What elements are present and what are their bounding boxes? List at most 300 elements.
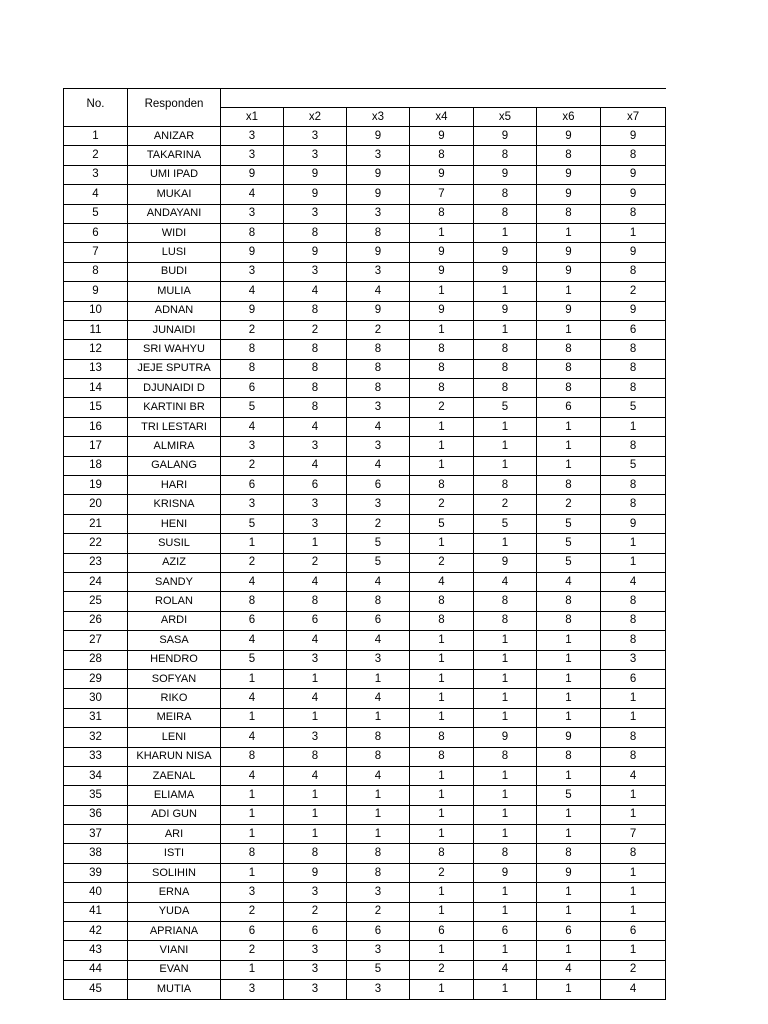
cell-no: 4 <box>64 185 128 204</box>
cell-x5: 1 <box>474 282 537 301</box>
cell-x7: 8 <box>601 340 666 359</box>
cell-x3: 3 <box>347 146 410 165</box>
table-row <box>64 747 666 766</box>
cell-x5: 9 <box>474 301 537 320</box>
cell-x5: 9 <box>474 243 537 262</box>
cell-x2: 3 <box>284 980 347 999</box>
cell-x5: 6 <box>474 922 537 941</box>
cell-x4: 1 <box>410 708 474 727</box>
table-row <box>64 495 666 514</box>
cell-x4: 2 <box>410 398 474 417</box>
cell-x7: 8 <box>601 146 666 165</box>
cell-no: 2 <box>64 146 128 165</box>
cell-x2: 3 <box>284 146 347 165</box>
table-body <box>64 127 666 1000</box>
cell-x1: 3 <box>221 437 284 456</box>
cell-x3: 8 <box>347 359 410 378</box>
cell-x1: 1 <box>221 786 284 805</box>
table-row <box>64 863 666 882</box>
cell-x1: 1 <box>221 825 284 844</box>
cell-x7: 1 <box>601 941 666 960</box>
cell-x3: 9 <box>347 243 410 262</box>
cell-no: 40 <box>64 883 128 902</box>
cell-x4: 6 <box>410 922 474 941</box>
cell-x2: 8 <box>284 340 347 359</box>
cell-x7: 2 <box>601 282 666 301</box>
cell-x5: 1 <box>474 708 537 727</box>
cell-x6: 5 <box>537 553 601 572</box>
cell-respondent: LUSI <box>128 243 221 262</box>
cell-respondent: ZAENAL <box>128 766 221 785</box>
cell-x6: 9 <box>537 127 601 146</box>
cell-x5: 1 <box>474 902 537 921</box>
cell-x5: 1 <box>474 650 537 669</box>
cell-x1: 4 <box>221 572 284 591</box>
cell-x2: 4 <box>284 572 347 591</box>
cell-no: 42 <box>64 922 128 941</box>
cell-x5: 1 <box>474 417 537 436</box>
cell-x3: 4 <box>347 766 410 785</box>
cell-x6: 1 <box>537 282 601 301</box>
cell-x1: 3 <box>221 495 284 514</box>
cell-x1: 9 <box>221 301 284 320</box>
cell-x1: 3 <box>221 883 284 902</box>
cell-x6: 9 <box>537 301 601 320</box>
cell-x5: 8 <box>474 340 537 359</box>
table-row <box>64 825 666 844</box>
header-no: No. <box>64 89 128 127</box>
cell-respondent: GALANG <box>128 456 221 475</box>
cell-x6: 1 <box>537 766 601 785</box>
cell-respondent: APRIANA <box>128 922 221 941</box>
cell-x6: 1 <box>537 456 601 475</box>
cell-x6: 8 <box>537 592 601 611</box>
cell-x4: 1 <box>410 534 474 553</box>
cell-x1: 9 <box>221 243 284 262</box>
cell-x2: 1 <box>284 805 347 824</box>
cell-respondent: JEJE SPUTRA <box>128 359 221 378</box>
header-x4: x4 <box>410 108 474 127</box>
cell-x6: 1 <box>537 631 601 650</box>
cell-x2: 6 <box>284 611 347 630</box>
cell-x5: 8 <box>474 611 537 630</box>
cell-no: 6 <box>64 223 128 242</box>
cell-respondent: ELIAMA <box>128 786 221 805</box>
cell-x7: 8 <box>601 379 666 398</box>
cell-x6: 8 <box>537 340 601 359</box>
cell-respondent: LENI <box>128 728 221 747</box>
cell-x4: 2 <box>410 553 474 572</box>
cell-x6: 1 <box>537 320 601 339</box>
cell-x5: 9 <box>474 863 537 882</box>
cell-x1: 1 <box>221 805 284 824</box>
cell-x7: 9 <box>601 243 666 262</box>
cell-x7: 3 <box>601 650 666 669</box>
table-row <box>64 262 666 281</box>
table-row <box>64 611 666 630</box>
cell-no: 43 <box>64 941 128 960</box>
cell-x2: 4 <box>284 766 347 785</box>
cell-x4: 1 <box>410 650 474 669</box>
cell-x6: 1 <box>537 223 601 242</box>
cell-x7: 1 <box>601 902 666 921</box>
cell-x3: 6 <box>347 611 410 630</box>
table-row <box>64 960 666 979</box>
table-row <box>64 844 666 863</box>
cell-x7: 8 <box>601 844 666 863</box>
cell-x7: 9 <box>601 165 666 184</box>
cell-no: 13 <box>64 359 128 378</box>
cell-respondent: HENI <box>128 514 221 533</box>
cell-respondent: ANIZAR <box>128 127 221 146</box>
cell-respondent: HARI <box>128 476 221 495</box>
cell-x1: 8 <box>221 359 284 378</box>
cell-x1: 6 <box>221 611 284 630</box>
cell-x2: 3 <box>284 127 347 146</box>
cell-x5: 5 <box>474 398 537 417</box>
cell-x4: 1 <box>410 941 474 960</box>
cell-x7: 4 <box>601 980 666 999</box>
cell-x3: 6 <box>347 922 410 941</box>
cell-x6: 2 <box>537 495 601 514</box>
cell-x3: 8 <box>347 223 410 242</box>
table-row <box>64 592 666 611</box>
cell-x6: 9 <box>537 728 601 747</box>
cell-no: 44 <box>64 960 128 979</box>
cell-x4: 8 <box>410 747 474 766</box>
cell-x2: 9 <box>284 185 347 204</box>
cell-respondent: MUTIA <box>128 980 221 999</box>
cell-x5: 9 <box>474 127 537 146</box>
cell-x6: 9 <box>537 262 601 281</box>
cell-no: 15 <box>64 398 128 417</box>
cell-x4: 8 <box>410 728 474 747</box>
cell-x2: 3 <box>284 728 347 747</box>
cell-x2: 4 <box>284 282 347 301</box>
cell-respondent: ROLAN <box>128 592 221 611</box>
cell-x2: 3 <box>284 204 347 223</box>
table-row <box>64 631 666 650</box>
cell-respondent: AZIZ <box>128 553 221 572</box>
cell-x7: 1 <box>601 883 666 902</box>
cell-no: 18 <box>64 456 128 475</box>
cell-x1: 8 <box>221 844 284 863</box>
cell-respondent: SUSIL <box>128 534 221 553</box>
cell-x5: 1 <box>474 456 537 475</box>
cell-no: 38 <box>64 844 128 863</box>
cell-x6: 1 <box>537 669 601 688</box>
table-row <box>64 379 666 398</box>
cell-x2: 1 <box>284 786 347 805</box>
cell-x3: 8 <box>347 747 410 766</box>
header-x1: x1 <box>221 108 284 127</box>
table-row <box>64 669 666 688</box>
cell-no: 32 <box>64 728 128 747</box>
cell-x7: 1 <box>601 863 666 882</box>
cell-x3: 2 <box>347 514 410 533</box>
cell-x2: 2 <box>284 320 347 339</box>
cell-x5: 4 <box>474 572 537 591</box>
cell-no: 8 <box>64 262 128 281</box>
cell-x2: 3 <box>284 514 347 533</box>
cell-respondent: RIKO <box>128 689 221 708</box>
cell-x3: 2 <box>347 320 410 339</box>
cell-x2: 4 <box>284 631 347 650</box>
header-x7: x7 <box>601 108 666 127</box>
cell-respondent: ALMIRA <box>128 437 221 456</box>
cell-x3: 3 <box>347 398 410 417</box>
cell-x7: 5 <box>601 398 666 417</box>
cell-respondent: KARTINI BR <box>128 398 221 417</box>
table-row <box>64 146 666 165</box>
cell-x1: 6 <box>221 922 284 941</box>
cell-x4: 2 <box>410 863 474 882</box>
cell-x5: 8 <box>474 592 537 611</box>
cell-respondent: SANDY <box>128 572 221 591</box>
cell-x3: 8 <box>347 592 410 611</box>
cell-x4: 2 <box>410 495 474 514</box>
cell-no: 11 <box>64 320 128 339</box>
cell-x7: 6 <box>601 922 666 941</box>
cell-x4: 1 <box>410 902 474 921</box>
cell-no: 9 <box>64 282 128 301</box>
cell-respondent: TAKARINA <box>128 146 221 165</box>
cell-x6: 8 <box>537 476 601 495</box>
cell-x5: 1 <box>474 766 537 785</box>
table-row <box>64 786 666 805</box>
cell-x7: 8 <box>601 262 666 281</box>
cell-x6: 1 <box>537 980 601 999</box>
cell-x3: 2 <box>347 902 410 921</box>
cell-x3: 3 <box>347 883 410 902</box>
cell-x2: 3 <box>284 437 347 456</box>
cell-x7: 5 <box>601 456 666 475</box>
cell-x6: 1 <box>537 437 601 456</box>
cell-x5: 1 <box>474 805 537 824</box>
cell-x1: 4 <box>221 417 284 436</box>
cell-x7: 1 <box>601 805 666 824</box>
table-row <box>64 476 666 495</box>
cell-respondent: UMI IPAD <box>128 165 221 184</box>
cell-x1: 8 <box>221 223 284 242</box>
table-row <box>64 165 666 184</box>
spreadsheet-page <box>63 88 665 1000</box>
table-row <box>64 553 666 572</box>
cell-respondent: ERNA <box>128 883 221 902</box>
cell-x1: 1 <box>221 534 284 553</box>
cell-x7: 9 <box>601 514 666 533</box>
cell-respondent: EVAN <box>128 960 221 979</box>
cell-x5: 9 <box>474 262 537 281</box>
cell-x5: 8 <box>474 844 537 863</box>
cell-x1: 3 <box>221 980 284 999</box>
cell-x6: 8 <box>537 379 601 398</box>
cell-respondent: MEIRA <box>128 708 221 727</box>
cell-x7: 8 <box>601 592 666 611</box>
cell-x3: 8 <box>347 340 410 359</box>
cell-x7: 8 <box>601 631 666 650</box>
cell-x2: 3 <box>284 495 347 514</box>
cell-x2: 6 <box>284 476 347 495</box>
table-row <box>64 223 666 242</box>
cell-no: 14 <box>64 379 128 398</box>
cell-x1: 6 <box>221 476 284 495</box>
cell-respondent: ADI GUN <box>128 805 221 824</box>
cell-x4: 9 <box>410 243 474 262</box>
cell-x2: 1 <box>284 669 347 688</box>
cell-x6: 8 <box>537 359 601 378</box>
cell-x6: 5 <box>537 514 601 533</box>
cell-x2: 3 <box>284 960 347 979</box>
cell-no: 19 <box>64 476 128 495</box>
cell-x3: 5 <box>347 553 410 572</box>
cell-x7: 9 <box>601 185 666 204</box>
cell-x7: 8 <box>601 747 666 766</box>
cell-x1: 8 <box>221 592 284 611</box>
cell-x4: 1 <box>410 282 474 301</box>
table-row <box>64 340 666 359</box>
cell-x6: 8 <box>537 844 601 863</box>
cell-x7: 8 <box>601 359 666 378</box>
header-variable-group <box>221 89 666 108</box>
cell-x4: 8 <box>410 592 474 611</box>
cell-no: 35 <box>64 786 128 805</box>
cell-respondent: HENDRO <box>128 650 221 669</box>
table-row <box>64 456 666 475</box>
table-row <box>64 204 666 223</box>
cell-x6: 1 <box>537 417 601 436</box>
cell-respondent: TRI LESTARI <box>128 417 221 436</box>
cell-no: 1 <box>64 127 128 146</box>
cell-x5: 8 <box>474 146 537 165</box>
cell-x4: 1 <box>410 883 474 902</box>
cell-x5: 8 <box>474 379 537 398</box>
cell-x4: 1 <box>410 980 474 999</box>
table-row <box>64 243 666 262</box>
cell-x5: 8 <box>474 747 537 766</box>
cell-x1: 1 <box>221 669 284 688</box>
cell-x1: 5 <box>221 514 284 533</box>
cell-no: 17 <box>64 437 128 456</box>
cell-x5: 1 <box>474 437 537 456</box>
cell-x6: 8 <box>537 611 601 630</box>
cell-x1: 6 <box>221 379 284 398</box>
cell-x1: 4 <box>221 282 284 301</box>
cell-x3: 1 <box>347 669 410 688</box>
cell-x4: 1 <box>410 320 474 339</box>
cell-no: 5 <box>64 204 128 223</box>
cell-x5: 4 <box>474 960 537 979</box>
cell-x6: 1 <box>537 689 601 708</box>
cell-respondent: SOLIHIN <box>128 863 221 882</box>
cell-x2: 3 <box>284 262 347 281</box>
cell-respondent: DJUNAIDI D <box>128 379 221 398</box>
cell-x7: 8 <box>601 437 666 456</box>
cell-x5: 8 <box>474 185 537 204</box>
table-row <box>64 766 666 785</box>
cell-no: 36 <box>64 805 128 824</box>
cell-x1: 2 <box>221 320 284 339</box>
cell-x1: 3 <box>221 204 284 223</box>
cell-no: 34 <box>64 766 128 785</box>
cell-x2: 8 <box>284 301 347 320</box>
cell-x6: 1 <box>537 650 601 669</box>
cell-x6: 8 <box>537 747 601 766</box>
cell-x2: 8 <box>284 592 347 611</box>
cell-x3: 4 <box>347 572 410 591</box>
cell-x3: 1 <box>347 708 410 727</box>
cell-x1: 1 <box>221 960 284 979</box>
cell-x1: 4 <box>221 728 284 747</box>
cell-x3: 1 <box>347 825 410 844</box>
cell-x5: 1 <box>474 825 537 844</box>
cell-x4: 1 <box>410 669 474 688</box>
table-row <box>64 708 666 727</box>
cell-x7: 9 <box>601 127 666 146</box>
cell-x7: 1 <box>601 223 666 242</box>
cell-x6: 9 <box>537 243 601 262</box>
cell-x2: 1 <box>284 825 347 844</box>
cell-no: 37 <box>64 825 128 844</box>
cell-x4: 1 <box>410 766 474 785</box>
cell-no: 24 <box>64 572 128 591</box>
cell-x3: 3 <box>347 437 410 456</box>
cell-x6: 5 <box>537 786 601 805</box>
cell-respondent: SRI WAHYU <box>128 340 221 359</box>
cell-no: 41 <box>64 902 128 921</box>
cell-respondent: MULIA <box>128 282 221 301</box>
cell-x2: 2 <box>284 553 347 572</box>
header-x2: x2 <box>284 108 347 127</box>
cell-no: 3 <box>64 165 128 184</box>
cell-no: 30 <box>64 689 128 708</box>
cell-x2: 1 <box>284 534 347 553</box>
table-row <box>64 941 666 960</box>
cell-x5: 8 <box>474 204 537 223</box>
cell-x5: 9 <box>474 553 537 572</box>
cell-x6: 6 <box>537 922 601 941</box>
cell-x5: 1 <box>474 320 537 339</box>
cell-x7: 2 <box>601 960 666 979</box>
cell-respondent: VIANI <box>128 941 221 960</box>
cell-x7: 4 <box>601 766 666 785</box>
cell-no: 22 <box>64 534 128 553</box>
cell-respondent: ISTI <box>128 844 221 863</box>
cell-respondent: KHARUN NISA <box>128 747 221 766</box>
cell-no: 45 <box>64 980 128 999</box>
cell-x3: 3 <box>347 941 410 960</box>
cell-x3: 5 <box>347 960 410 979</box>
cell-x6: 1 <box>537 883 601 902</box>
cell-x3: 3 <box>347 204 410 223</box>
cell-x1: 2 <box>221 553 284 572</box>
cell-x2: 1 <box>284 708 347 727</box>
cell-x5: 1 <box>474 223 537 242</box>
cell-x6: 5 <box>537 534 601 553</box>
cell-x5: 1 <box>474 883 537 902</box>
cell-no: 21 <box>64 514 128 533</box>
table-row <box>64 417 666 436</box>
table-row <box>64 728 666 747</box>
cell-x6: 8 <box>537 204 601 223</box>
cell-x5: 1 <box>474 786 537 805</box>
cell-x3: 1 <box>347 805 410 824</box>
cell-x7: 1 <box>601 708 666 727</box>
cell-x1: 2 <box>221 902 284 921</box>
cell-no: 27 <box>64 631 128 650</box>
cell-x6: 4 <box>537 960 601 979</box>
table-row <box>64 359 666 378</box>
